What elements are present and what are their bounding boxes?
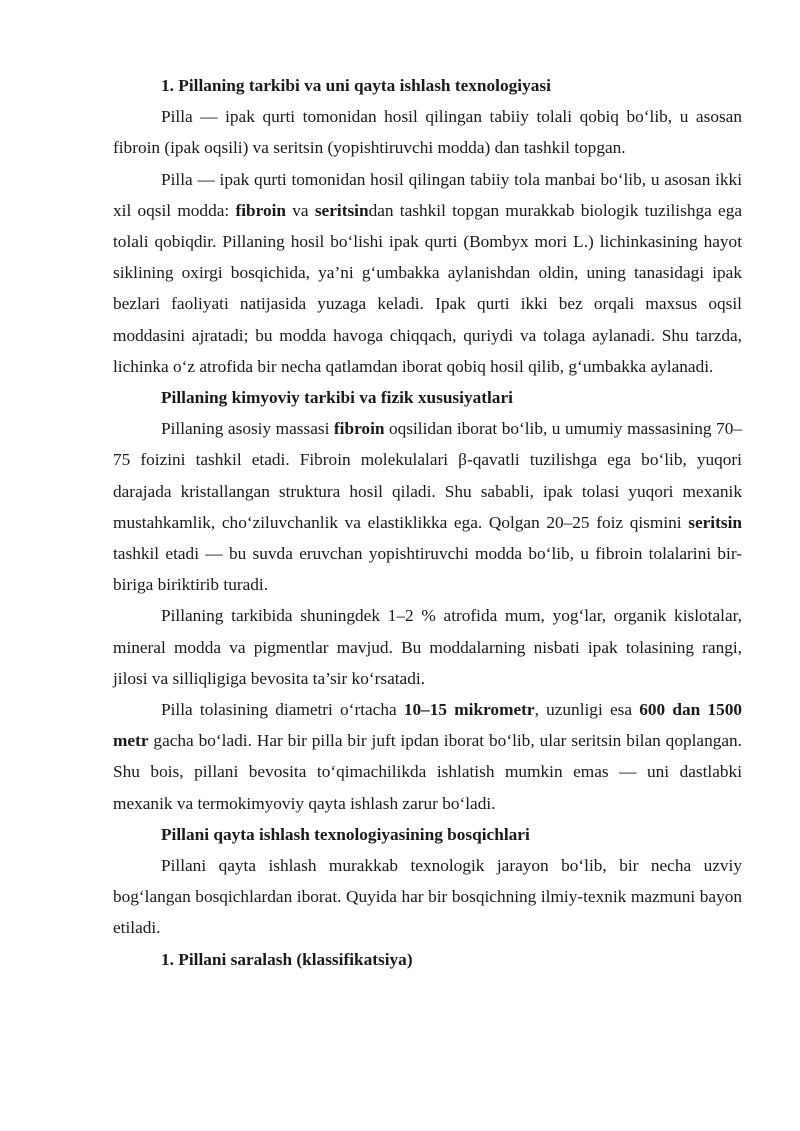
section-heading-sorting: 1. Pillani saralash (klassifikatsiya) bbox=[161, 949, 413, 969]
paragraph-fiber-size bbox=[113, 694, 742, 819]
text-run: Pilla — ipak qurti tomonidan hosil qilingan tabiiy tola manbai bo‘lib, u asosan ikki xil oqsil modda: bbox=[113, 169, 742, 220]
paragraph-additives: Pillaning tarkibida shuningdek 1–2 % atrofida mum, yog‘lar, organik kislotalar, mineral modda va pigmentlar mavjud. Bu moddalarning nisbati ipak tolasining rangi, jilosi va silliqligiga bevosita ta’sir ko‘rsatadi. bbox=[113, 606, 742, 688]
term-fibroin: fibroin bbox=[235, 200, 287, 220]
text-run: , uzunligi esa bbox=[534, 700, 640, 720]
paragraph-intro: Pilla — ipak qurti tomonidan hosil qilingan tabiiy tolali qobiq bo‘lib, u asosan fibroin (ipak oqsili) va seritsin (yopishtiruvchi modda) dan tashkil topgan. bbox=[113, 107, 742, 158]
term-seritsin: seritsin bbox=[688, 512, 742, 532]
section-heading-chemistry: Pillaning kimyoviy tarkibi va fizik xususiyatlari bbox=[161, 388, 513, 408]
text-run: tashkil etadi — bu suvda eruvchan yopishtiruvchi modda bo‘lib, u fibroin tolalarini bir-biriga biriktirib turadi. bbox=[113, 544, 742, 595]
text-run: dan tashkil topgan murakkab biologik tuzilishga ega tolali qobiqdir. Pillaning hosil bo‘lishi ipak qurti (Bombyx mori L.) lichinkasining hayot siklining oxirgi bosqichida, ya’ni g‘umbakka aylanishdan oldin, uning tanasidagi ipak bezlari faoliyati natijasida yuzaga keladi. Ipak qurti ikki bez orqali maxsus oqsil moddasini ajratadi; bu modda havoga chiqqach, quriydi va tolaga aylanadi. Shu tarzda, lichinka o‘z atrofida bir necha qatlamdan iborat qobiq hosil qilib, g‘umbakka aylanadi. bbox=[113, 200, 743, 376]
paragraph-origin bbox=[113, 164, 742, 382]
term-diameter: 10–15 mikrometr bbox=[403, 700, 535, 720]
text-run: gacha bo‘ladi. Har bir pilla bir juft ipdan iborat bo‘lib, ular seritsin bilan qoplangan. Shu bois, pillani bevosita to‘qimachilikda ishlatish mumkin emas — uni dastlabki mexanik va termokimyoviy qayta ishlash zarur bo‘ladi. bbox=[113, 731, 742, 813]
term-length: 600 dan 1500 metr bbox=[113, 700, 742, 751]
text-run: Pilla tolasining diametri o‘rtacha bbox=[161, 700, 404, 720]
term-fibroin: fibroin bbox=[333, 419, 385, 439]
text-run: va bbox=[286, 200, 315, 220]
section-heading-main: 1. Pillaning tarkibi va uni qayta ishlash texnologiyasi bbox=[161, 76, 551, 95]
text-run: oqsilidan iborat bo‘lib, u umumiy massasining 70–75 foizini tashkil etadi. Fibroin molekulalari β-qavatli tuzilishga ega bo‘lib, yuqori darajada kristallangan struktura hosil qiladi. Shu sababli, ipak tolasi yuqori mexanik mustahkamlik, cho‘ziluvchanlik va elastiklikka ega. Qolgan 20–25 foiz qismini bbox=[113, 419, 742, 532]
term-seritsin: seritsin bbox=[314, 200, 369, 220]
section-heading-processing: Pillani qayta ishlash texnologiyasining bosqichlari bbox=[161, 824, 530, 844]
paragraph-composition bbox=[113, 413, 742, 600]
text-run: Pillaning asosiy massasi bbox=[161, 419, 334, 439]
paragraph-processing-intro: Pillani qayta ishlash murakkab texnologik jarayon bo‘lib, bir necha uzviy bog‘langan bosqichlardan iborat. Quyida har bir bosqichning ilmiy-texnik mazmuni bayon etiladi. bbox=[113, 856, 742, 938]
